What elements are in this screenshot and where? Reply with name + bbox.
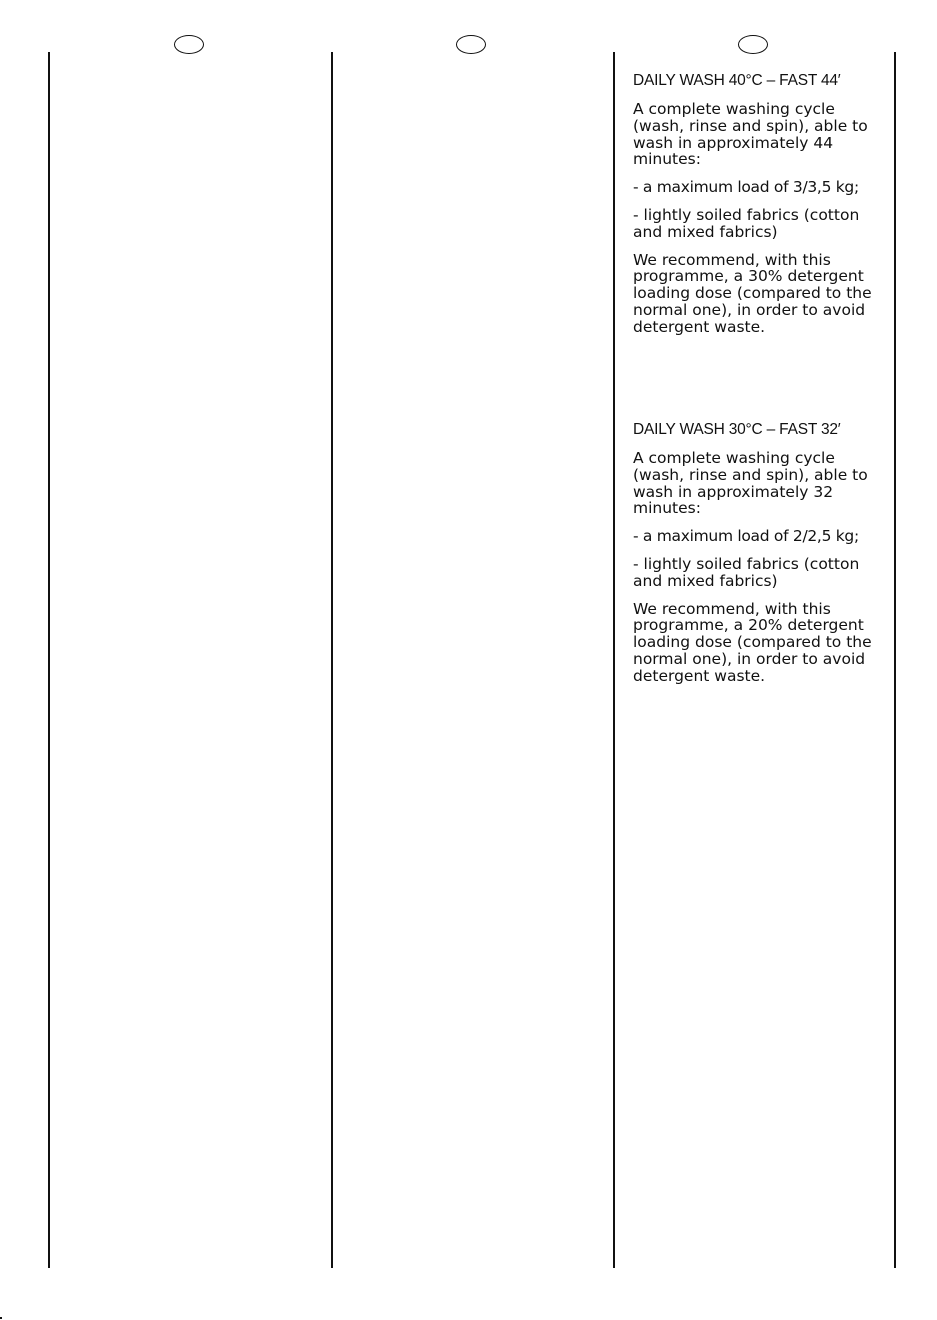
column-divider-middle-left: [331, 52, 333, 1268]
language-marker-circle-1: [174, 35, 204, 54]
section-max-load: - a maximum load of 3/3,5 kg;: [633, 178, 859, 197]
corner-mark: [0, 1317, 2, 1319]
section-description: A complete washing cycle (wash, rinse and spin), able to wash in approximately 32 minutes:: [633, 449, 868, 518]
section-heading: DAILY WASH 40°C – FAST 44′: [633, 72, 841, 89]
section-detergent-recommendation: We recommend, with this programme, a 20% detergent loading dose (compared to the normal one), in order to avoid detergent waste.: [633, 599, 872, 685]
language-marker-circle-2: [456, 35, 486, 54]
column-divider-left: [48, 52, 50, 1268]
section-fabric-type: - lightly soiled fabrics (cotton and mixed fabrics): [633, 205, 860, 241]
column-divider-middle-right: [613, 52, 615, 1268]
section-daily-wash-30: [633, 421, 883, 696]
section-heading: DAILY WASH 30°C – FAST 32′: [633, 421, 841, 438]
language-marker-circle-3: [738, 35, 768, 54]
section-max-load: - a maximum load of 2/2,5 kg;: [633, 527, 859, 546]
section-fabric-type: - lightly soiled fabrics (cotton and mixed fabrics): [633, 554, 860, 590]
section-detergent-recommendation: We recommend, with this programme, a 30% detergent loading dose (compared to the normal one), in order to avoid detergent waste.: [633, 250, 872, 336]
section-daily-wash-40: [633, 72, 883, 347]
section-description: A complete washing cycle (wash, rinse and spin), able to wash in approximately 44 minutes:: [633, 100, 868, 169]
column-divider-right: [894, 52, 896, 1268]
